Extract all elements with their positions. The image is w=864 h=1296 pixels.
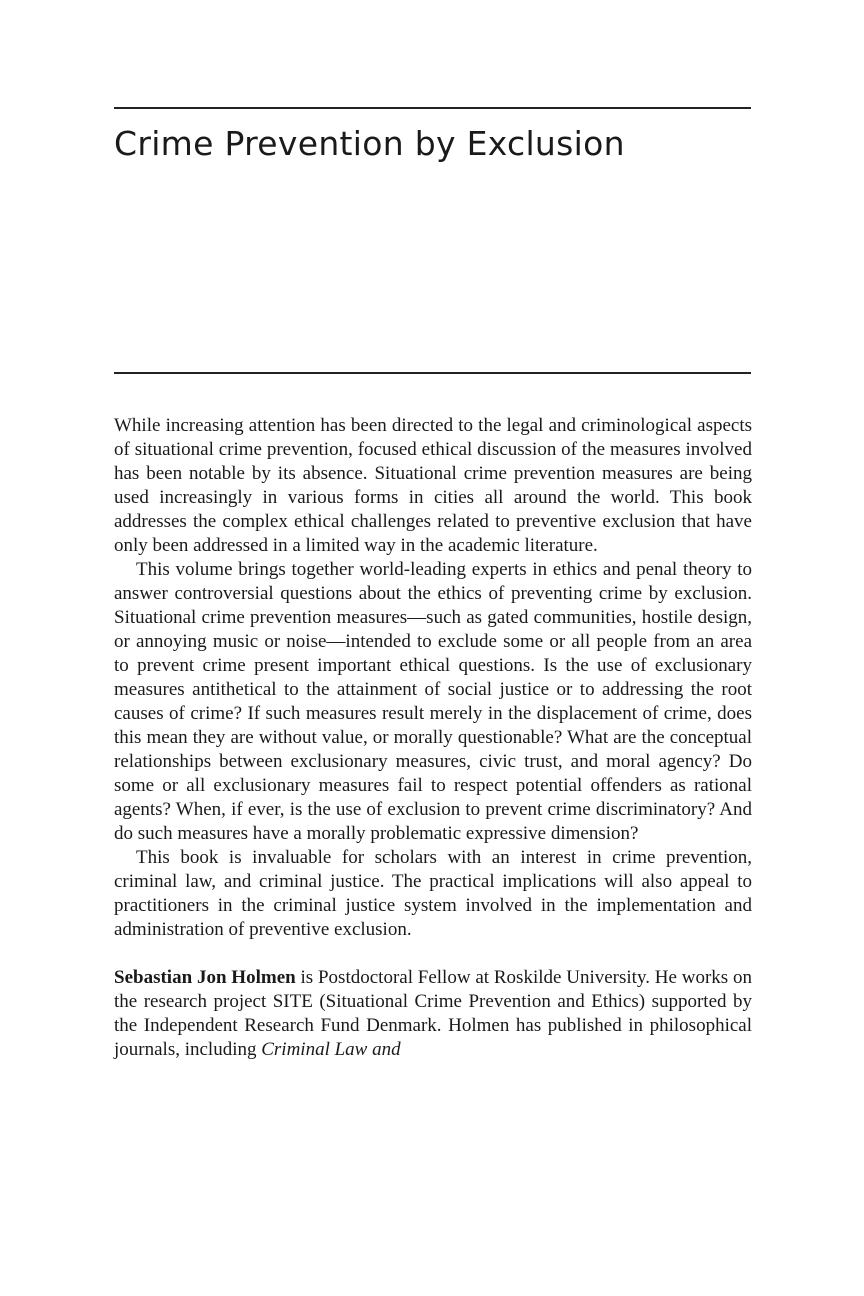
bottom-rule [114,372,751,374]
journal-name: Criminal Law and [261,1039,401,1060]
book-title: Crime Prevention by Exclusion [114,124,625,163]
author-name: Sebastian Jon Holmen [114,967,296,988]
description-paragraph: This book is invaluable for scholars with an interest in crime prevention, criminal law, and criminal justice. The practical implications will also appeal to practitioners in the criminal justice system involved in the implementation and administration of preventive exclusion. [114,847,752,940]
top-rule [114,107,751,109]
author-bio [114,966,752,1062]
description-paragraph: This volume brings together world-leading experts in ethics and penal theory to answer controversial questions about the ethics of preventing crime by exclusion. Situational crime prevention measures—such as gated communities, hostile design, or annoying music or noise—intended to exclude some or all people from an area to prevent crime present important ethical questions. Is the use of exclusionary measures antithetical to the attainment of social justice or to addressing the root causes of crime? If such measures result merely in the displacement of crime, does this mean they are without value, or morally questionable? What are the conceptual relationships between exclusionary measures, civic trust, and moral agency? Do some or all exclusionary measures fail to respect potential offenders as rational agents? When, if ever, is the use of exclusion to prevent crime discriminatory? And do such measures have a morally problematic expressive dimension? [114,559,752,844]
author-bio-text: is Postdoctoral Fellow at Roskilde University. He works on the research project SITE (Situational Crime Prevention and Ethics) supported by the Independent Research Fund Denmark. Holmen has published in philosophical journals, including [114,967,752,1060]
description-block [114,414,752,1062]
description-paragraph: While increasing attention has been directed to the legal and criminological aspects of situational crime prevention, focused ethical discussion of the measures involved has been notable by its absence. Situational crime prevention measures are being used increasingly in various forms in cities all around the world. This book addresses the complex ethical challenges related to preventive exclusion that have only been addressed in a limited way in the academic literature. [114,415,752,556]
